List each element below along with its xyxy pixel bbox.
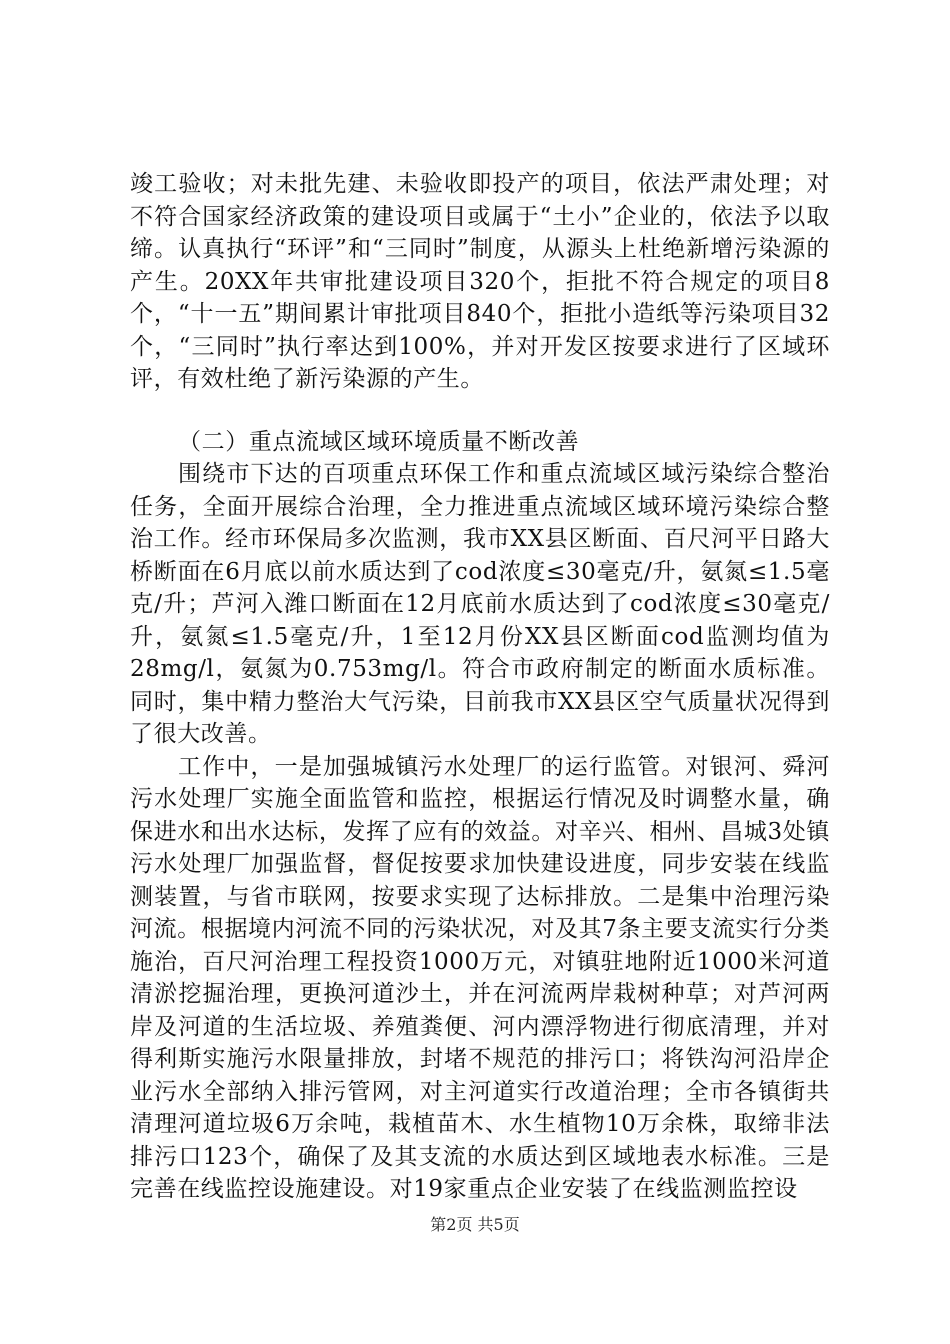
document-body	[130, 168, 830, 1206]
paragraph-work-measures: 工作中，一是加强城镇污水处理厂的运行监管。对银河、舜河污水处理厂实施全面监管和监控，根据运行情况及时调整水量，确保进水和出水达标，发挥了应有的效益。对辛兴、相州、昌城3处镇污水处理厂加强监督，督促按要求加快建设进度，同步安装在线监测装置，与省市联网，按要求实现了达标排放。二是集中治理污染河流。根据境内河流不同的污染状况，对及其7条主要支流实行分类施治，百尺河治理工程投资1000万元，对镇驻地附近1000米河道清淤挖掘治理，更换河道沙土，并在河流两岸栽树种草；对芦河两岸及河道的生活垃圾、养殖粪便、河内漂浮物进行彻底清理，并对得利斯实施污水限量排放，封堵不规范的排污口；将铁沟河沿岸企业污水全部纳入排污管网，对主河道实行改道治理；全市各镇街共清理河道垃圾6万余吨，栽植苗木、水生植物10万余株，取缔非法排污口123个，确保了及其支流的水质达到区域地表水标准。三是完善在线监控设施建设。对19家重点企业安装了在线监测监控设	[130, 753, 830, 1202]
section-heading-watershed: （二）重点流域区域环境质量不断改善	[178, 428, 580, 455]
paragraph-approval-summary: 竣工验收；对未批先建、未验收即投产的项目，依法严肃处理；对不符合国家经济政策的建设项目或属于“土小”企业的，依法予以取缔。认真执行“环评”和“三同时”制度，从源头上杜绝新增污染源的产生。20XX年共审批建设项目320个，拒批不符合规定的项目8个，“十一五”期间累计审批项目840个，拒批小造纸等污染项目32个，“三同时”执行率达到100%，并对开发区按要求进行了区域环评，有效杜绝了新污染源的产生。	[130, 171, 830, 392]
paragraph-watershed-quality: 围绕市下达的百项重点环保工作和重点流域区域污染综合整治任务，全面开展综合治理，全力推进重点流域区域环境污染综合整治工作。经市环保局多次监测，我市XX县区断面、百尺河平日路大桥断面在6月底以前水质达到了cod浓度≤30毫克/升，氨氮≤1.5毫克/升；芦河入潍口断面在12月底前水质达到了cod浓度≤30毫克/升，氨氮≤1.5毫克/升，1至12月份XX县区断面cod监测均值为28mg/l，氨氮为0.753mg/l。符合市政府制定的断面水质标准。同时，集中精力整治大气污染，目前我市XX县区空气质量状况得到了很大改善。	[130, 461, 830, 747]
page-footer: 第2页 共5页	[430, 1215, 520, 1234]
